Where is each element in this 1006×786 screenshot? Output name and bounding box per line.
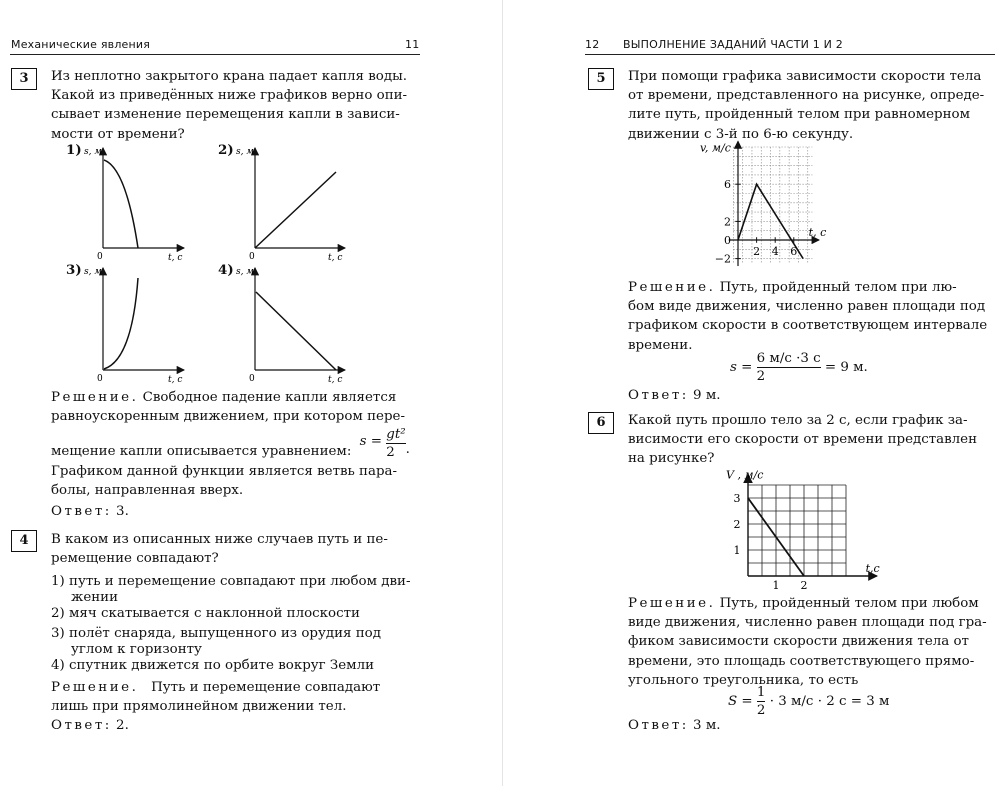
task-4-number: 4: [11, 530, 37, 552]
chart6-ytick-label: 3: [733, 492, 741, 505]
task-5-number: 5: [588, 68, 614, 90]
graph-1-label: 1): [66, 142, 82, 158]
graph-2-origin: 0: [249, 252, 255, 262]
task-3-solution-end: Графиком данной функции является ветвь пара- болы, направленная вверх.: [51, 464, 398, 499]
task-6-solution: Решение. Путь, пройденный телом при любом виде движения, численно равен площади под гра- фиком зависимости скорости движения тела от времени, это площадь соответствующего прямо- угольного треугольника, то есть: [628, 596, 987, 688]
chart5-ytick-label: 2: [724, 215, 731, 229]
chart5-ytick-label: 0: [724, 234, 731, 247]
task-4-option-4: 4) спутник движется по орбите вокруг Земли: [51, 658, 375, 673]
right-page-number: 12: [585, 38, 600, 51]
chart5-xtick-label: 2: [753, 245, 761, 258]
task-5-velocity-chart: [690, 142, 890, 272]
chart5-xtick-label: 4: [771, 245, 779, 258]
graph-1-xlabel: t, c: [168, 253, 183, 263]
graph-1: [84, 147, 184, 263]
graph-4-origin: 0: [249, 374, 255, 384]
graph-3-xlabel: t, c: [168, 375, 183, 385]
task-3-formula-lhs: s =: [359, 434, 382, 449]
graph-4-line: [256, 292, 336, 370]
task-6-number: 6: [588, 412, 614, 434]
graph-1-curve: [104, 160, 138, 248]
task-4-option-1: 1) путь и перемещение совпадают при любом дви- жении: [51, 574, 411, 605]
task-3-answer: Ответ: 3.: [51, 504, 129, 519]
chart6-ylabel: V , м/с: [726, 468, 764, 482]
task-3-question: Из неплотно закрытого крана падает капля воды. Какой из приведённых ниже графиков верно опи- сывает изменение перемещения капли в зависи- мости от времени?: [51, 69, 408, 142]
graph-4-xlabel: t, c: [328, 375, 343, 385]
task-4-option-3: 3) полёт снаряда, выпущенного из орудия под углом к горизонту: [51, 626, 381, 657]
graph-1-ylabel: s, м: [84, 147, 102, 157]
chart6-xtick-label: 1: [772, 579, 780, 592]
chart6-xtick-label: 2: [800, 579, 808, 592]
graph-2-ylabel: s, м: [236, 147, 254, 157]
task-5-formula: s = $\frac{6 м/с \cdot 3 с}{2}$ = 9 м.: [730, 351, 868, 384]
task-3-formula-line: мещение капли описывается уравнением: s = $\frac{\text{gt²}}{2}$ .: [51, 427, 410, 460]
graph-3: [84, 267, 184, 385]
graph-4: [236, 267, 345, 385]
chart5-ylabel: v, м/с: [700, 141, 731, 155]
graph-3-curve: [104, 278, 138, 369]
chart5-ytick-label: −2: [714, 252, 731, 266]
task-5-solution: Решение. Путь, пройденный телом при лю- бом виде движения, численно равен площади под графиком скорости в соответствующем интервале времени.: [628, 280, 988, 353]
task-6-question: Какой путь прошло тело за 2 с, если график за- висимости его скорости от времени представлен на рисунке?: [628, 413, 978, 467]
left-page-number: 11: [405, 38, 420, 51]
chart5-xtick-label: 6: [790, 245, 798, 258]
chart6-xlabel: t,c: [865, 562, 880, 575]
task-6-formula: S = $\frac{1}{2}$ · 3 м/с · 2 с = 3 м: [728, 685, 890, 718]
task-5-question: При помощи графика зависимости скорости тела от времени, представленного на рисунке, опреде- лите путь, пройденный телом при равномерном движении с 3-й по 6-ю секунду.: [628, 69, 985, 142]
task-4-question: В каком из описанных ниже случаев путь и пе- ремещение совпадают?: [51, 532, 388, 567]
task-3-graphs: [0, 0, 430, 400]
task-3-solution: Решение. Свободное падение капли является равноускоренным движением, при котором пере-: [51, 390, 405, 425]
task-3-number: 3: [11, 68, 37, 90]
graph-3-label: 3): [66, 262, 82, 278]
graph-3-ylabel: s, м: [84, 267, 102, 277]
graph-1-origin: 0: [97, 252, 103, 262]
graph-4-label: 4): [218, 262, 234, 278]
chart6-ytick-label: 2: [733, 518, 741, 531]
task-4-option-2: 2) мяч скатывается с наклонной плоскости: [51, 606, 360, 621]
task-6-answer: Ответ: 3 м.: [628, 718, 721, 733]
page-gutter: [502, 0, 503, 786]
task-5-answer: Ответ: 9 м.: [628, 388, 721, 403]
graph-2: [236, 147, 345, 263]
graph-4-ylabel: s, м: [236, 267, 254, 277]
right-running-title: ВЫПОЛНЕНИЕ ЗАДАНИЙ ЧАСТИ 1 И 2: [623, 38, 843, 51]
task-3-solution-label: Решение.: [51, 390, 139, 405]
task-6-velocity-chart: [720, 464, 890, 594]
graph-2-xlabel: t, c: [328, 253, 343, 263]
right-header-rule: [585, 54, 995, 55]
graph-2-line: [255, 172, 336, 248]
chart5-xlabel: t, c: [808, 226, 827, 239]
graph-3-origin: 0: [97, 374, 103, 384]
task-3-formula-fraction: $\frac{\text{gt²}}{2}$: [386, 427, 406, 460]
chart5-ytick-label: 6: [724, 178, 731, 192]
chart6-ytick-label: 1: [733, 544, 741, 557]
task-4-answer: Ответ: 2.: [51, 718, 129, 733]
left-page: [0, 0, 430, 786]
graph-2-label: 2): [218, 142, 234, 158]
left-running-title: Механические явления: [11, 38, 151, 51]
task-4-solution: Решение. Путь и перемещение совпадают лишь при прямолинейном движении тел.: [51, 680, 381, 715]
